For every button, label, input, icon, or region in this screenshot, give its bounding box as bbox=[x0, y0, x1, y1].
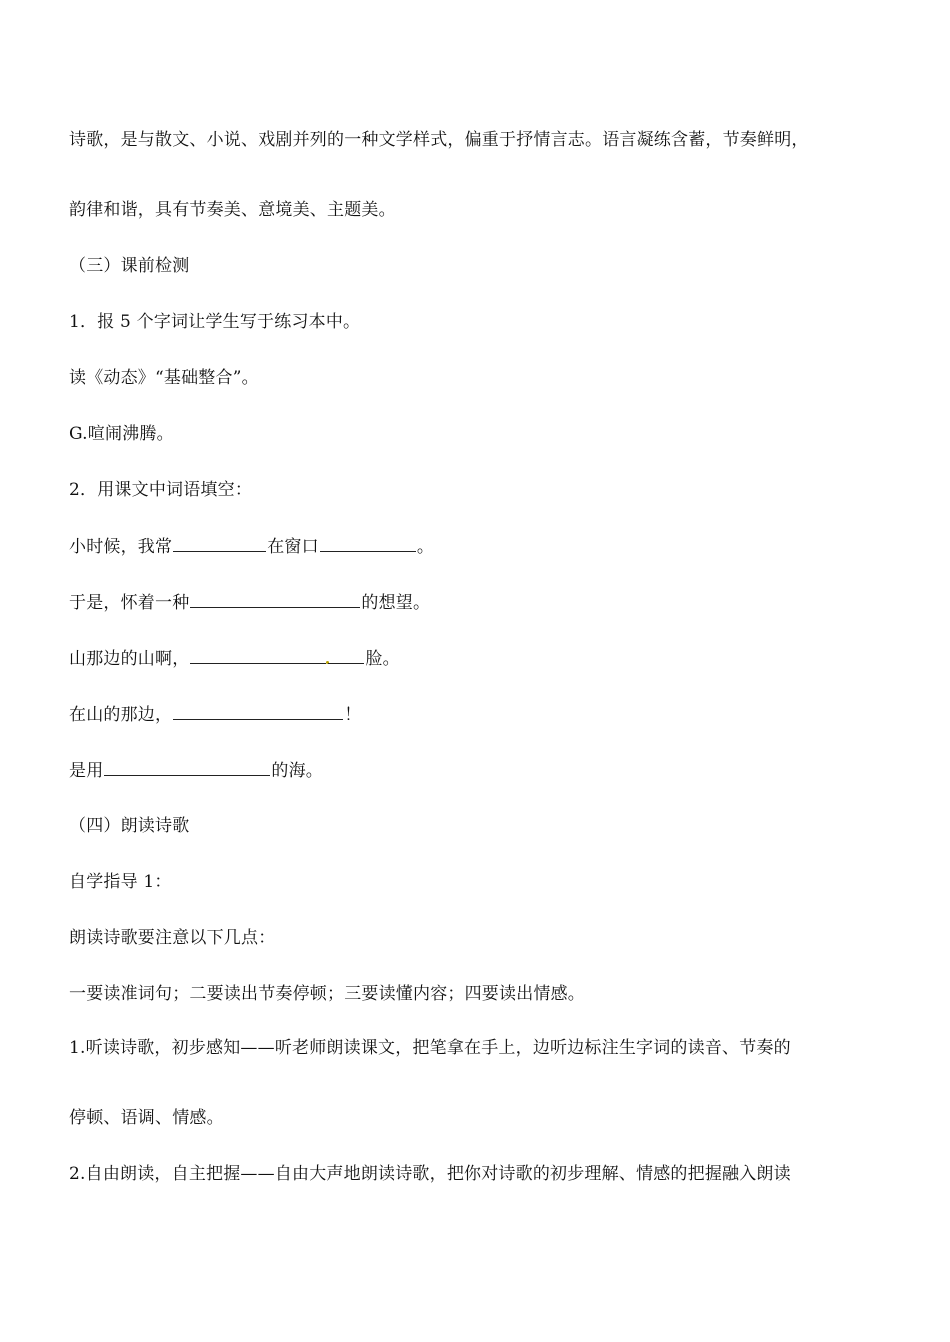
fill-text: 在窗口 bbox=[267, 537, 319, 557]
fill-text: 是用 bbox=[69, 761, 104, 781]
fill-text: 小时候，我常 bbox=[69, 537, 173, 557]
section-heading-4: （四）朗读诗歌 bbox=[69, 816, 190, 836]
fill-text: 的海。 bbox=[271, 761, 324, 781]
vocabulary-item-g: G.喧闹沸腾。 bbox=[69, 424, 174, 444]
fill-blank-line-4 bbox=[69, 703, 361, 726]
step-1-line-1: 1.听读诗歌，初步感知——听老师朗读课文，把笔拿在手上，边听边标注生字词的读音、节奏的 bbox=[69, 1038, 791, 1058]
answer-blank[interactable] bbox=[173, 703, 343, 720]
fill-text: 。 bbox=[416, 537, 435, 557]
fill-blank-line-3 bbox=[69, 647, 400, 670]
step-1-line-2: 停顿、语调、情感。 bbox=[69, 1108, 224, 1128]
fill-blank-line-5 bbox=[69, 759, 323, 782]
fill-text: 于是，怀着一种 bbox=[69, 593, 190, 613]
section-heading-3: （三）课前检测 bbox=[69, 256, 190, 276]
paragraph-definition-line-2: 韵律和谐，具有节奏美、意境美、主题美。 bbox=[69, 200, 396, 220]
fill-text: 的想望。 bbox=[361, 593, 431, 613]
answer-blank[interactable] bbox=[320, 535, 416, 552]
answer-blank[interactable] bbox=[190, 591, 360, 608]
fill-text: ！ bbox=[344, 705, 362, 725]
question-2: 2．用课文中词语填空： bbox=[69, 480, 253, 500]
reading-attention: 朗读诗歌要注意以下几点： bbox=[69, 928, 276, 948]
step-2-line-1: 2.自由朗读，自主把握——自由大声地朗读诗歌，把你对诗歌的初步理解、情感的把握融入朗读 bbox=[69, 1164, 791, 1184]
fill-blank-line-1 bbox=[69, 535, 434, 558]
fill-text: 脸。 bbox=[365, 649, 400, 669]
self-study-guide: 自学指导 1： bbox=[69, 872, 172, 892]
answer-blank[interactable] bbox=[104, 759, 270, 776]
answer-blank[interactable] bbox=[328, 647, 364, 664]
fill-text: 在山的那边， bbox=[69, 705, 173, 725]
answer-blank[interactable] bbox=[173, 535, 266, 552]
fill-blank-line-2 bbox=[69, 591, 430, 614]
question-1: 1．报 5 个字词让学生写于练习本中。 bbox=[69, 312, 361, 332]
reading-assignment: 读《动态》“基础整合”。 bbox=[69, 368, 259, 388]
reading-points: 一要读准词句；二要读出节奏停顿；三要读懂内容；四要读出情感。 bbox=[69, 984, 585, 1004]
fill-text: 山那边的山啊， bbox=[69, 649, 190, 669]
answer-blank[interactable] bbox=[190, 647, 326, 664]
paragraph-definition-line-1: 诗歌，是与散文、小说、戏剧并列的一种文学样式，偏重于抒情言志。语言凝练含蓄，节奏鲜明， bbox=[69, 130, 809, 150]
